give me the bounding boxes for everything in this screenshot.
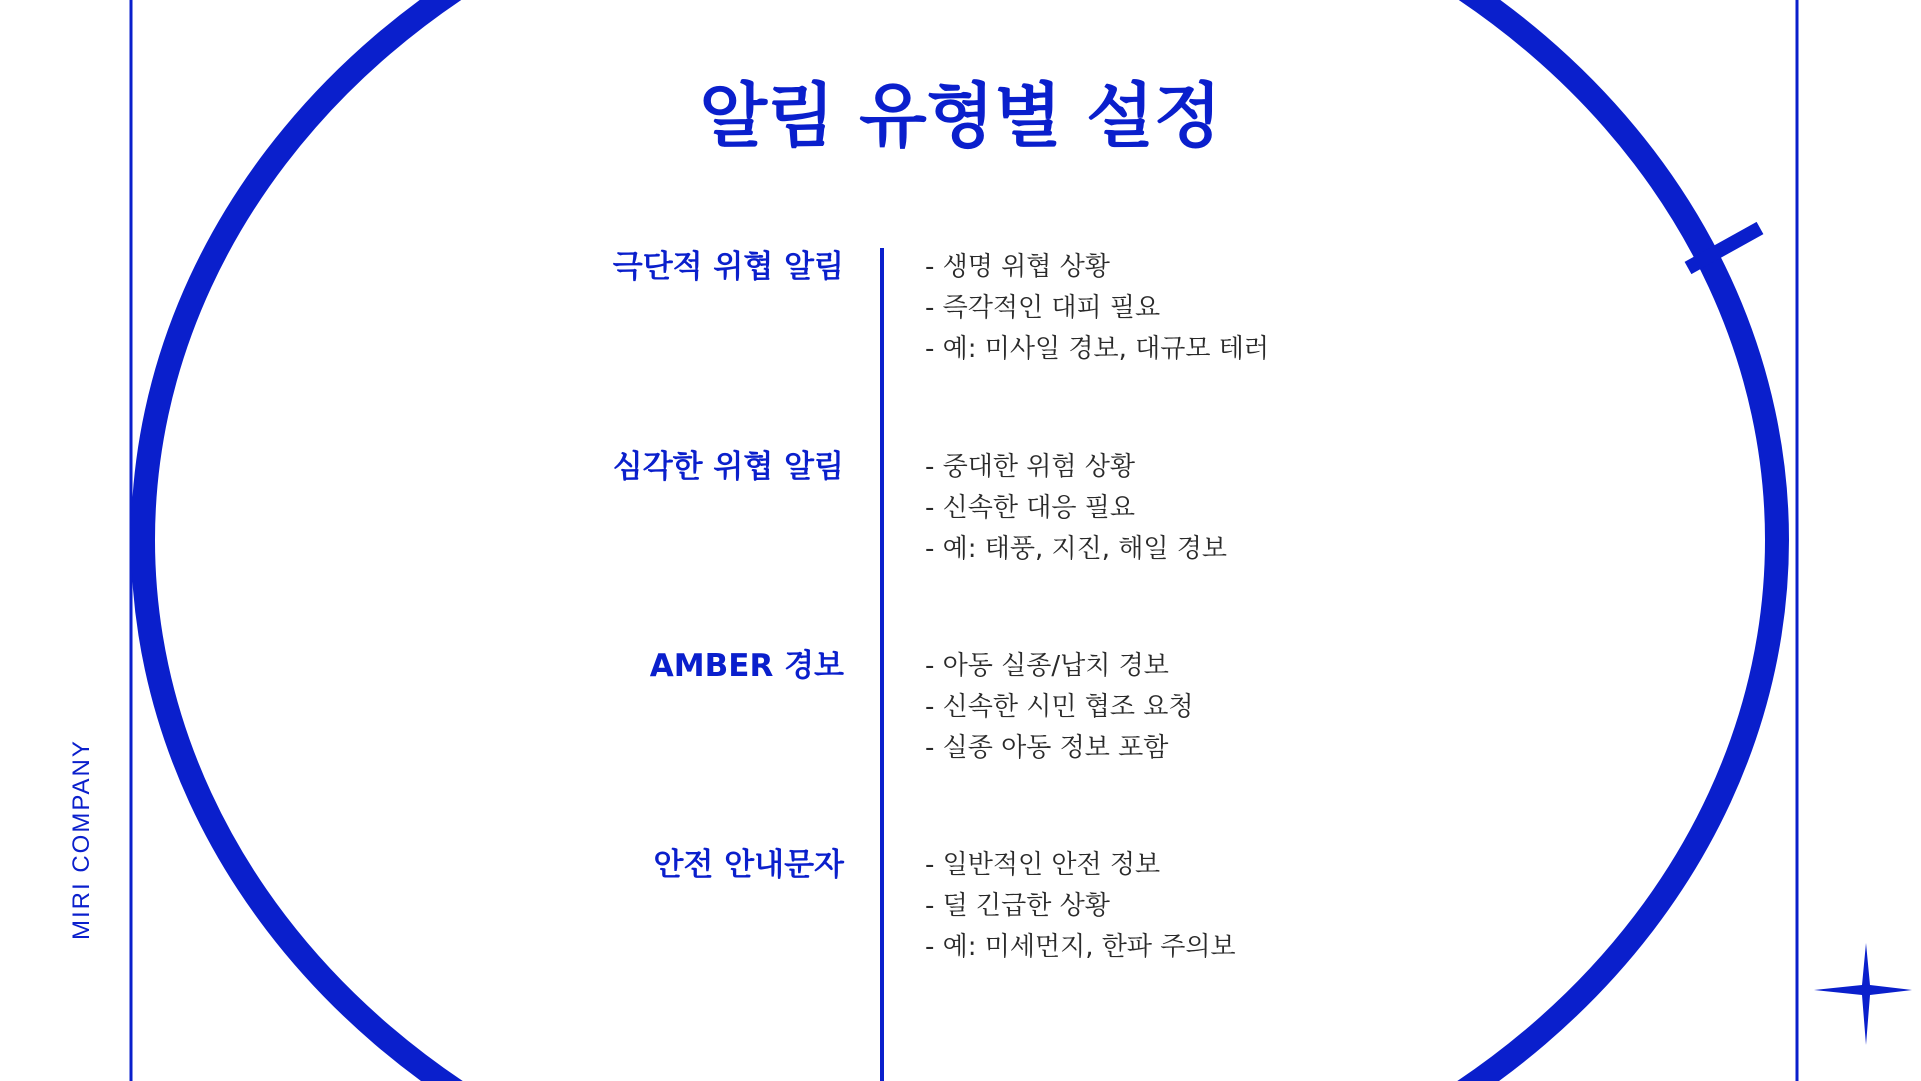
- list-item: - 예: 미사일 경보, 대규모 테러: [925, 334, 1270, 364]
- category-list-severe: [925, 447, 1227, 570]
- category-title-safety: 안전 안내문자: [653, 847, 844, 883]
- list-item: - 덜 긴급한 상황: [925, 891, 1110, 921]
- brand-label: MIRI COMPANY: [68, 739, 95, 940]
- list-item: - 중대한 위험 상황: [925, 452, 1135, 482]
- category-list-extreme: [925, 247, 1269, 370]
- category-title-extreme: 극단적 위협 알림: [612, 249, 844, 285]
- list-item: - 신속한 대응 필요: [925, 493, 1135, 523]
- sparkle-star-icon: [1814, 943, 1912, 1045]
- category-list-amber: [925, 646, 1194, 769]
- list-item: - 신속한 시민 협조 요청: [925, 692, 1194, 722]
- list-item: - 일반적인 안전 정보: [925, 850, 1161, 880]
- list-item: - 예: 태풍, 지진, 해일 경보: [925, 534, 1228, 564]
- category-title-severe: 심각한 위협 알림: [612, 449, 844, 485]
- category-list-safety: [925, 845, 1236, 968]
- list-item: - 실종 아동 정보 포함: [925, 733, 1169, 763]
- page-title: 알림 유형별 설정: [699, 75, 1222, 157]
- list-item: - 아동 실종/납치 경보: [925, 651, 1169, 681]
- category-title-amber: AMBER 경보: [649, 648, 844, 684]
- list-item: - 생명 위협 상황: [925, 252, 1110, 282]
- list-item: - 예: 미세먼지, 한파 주의보: [925, 932, 1236, 962]
- list-item: - 즉각적인 대피 필요: [925, 293, 1161, 323]
